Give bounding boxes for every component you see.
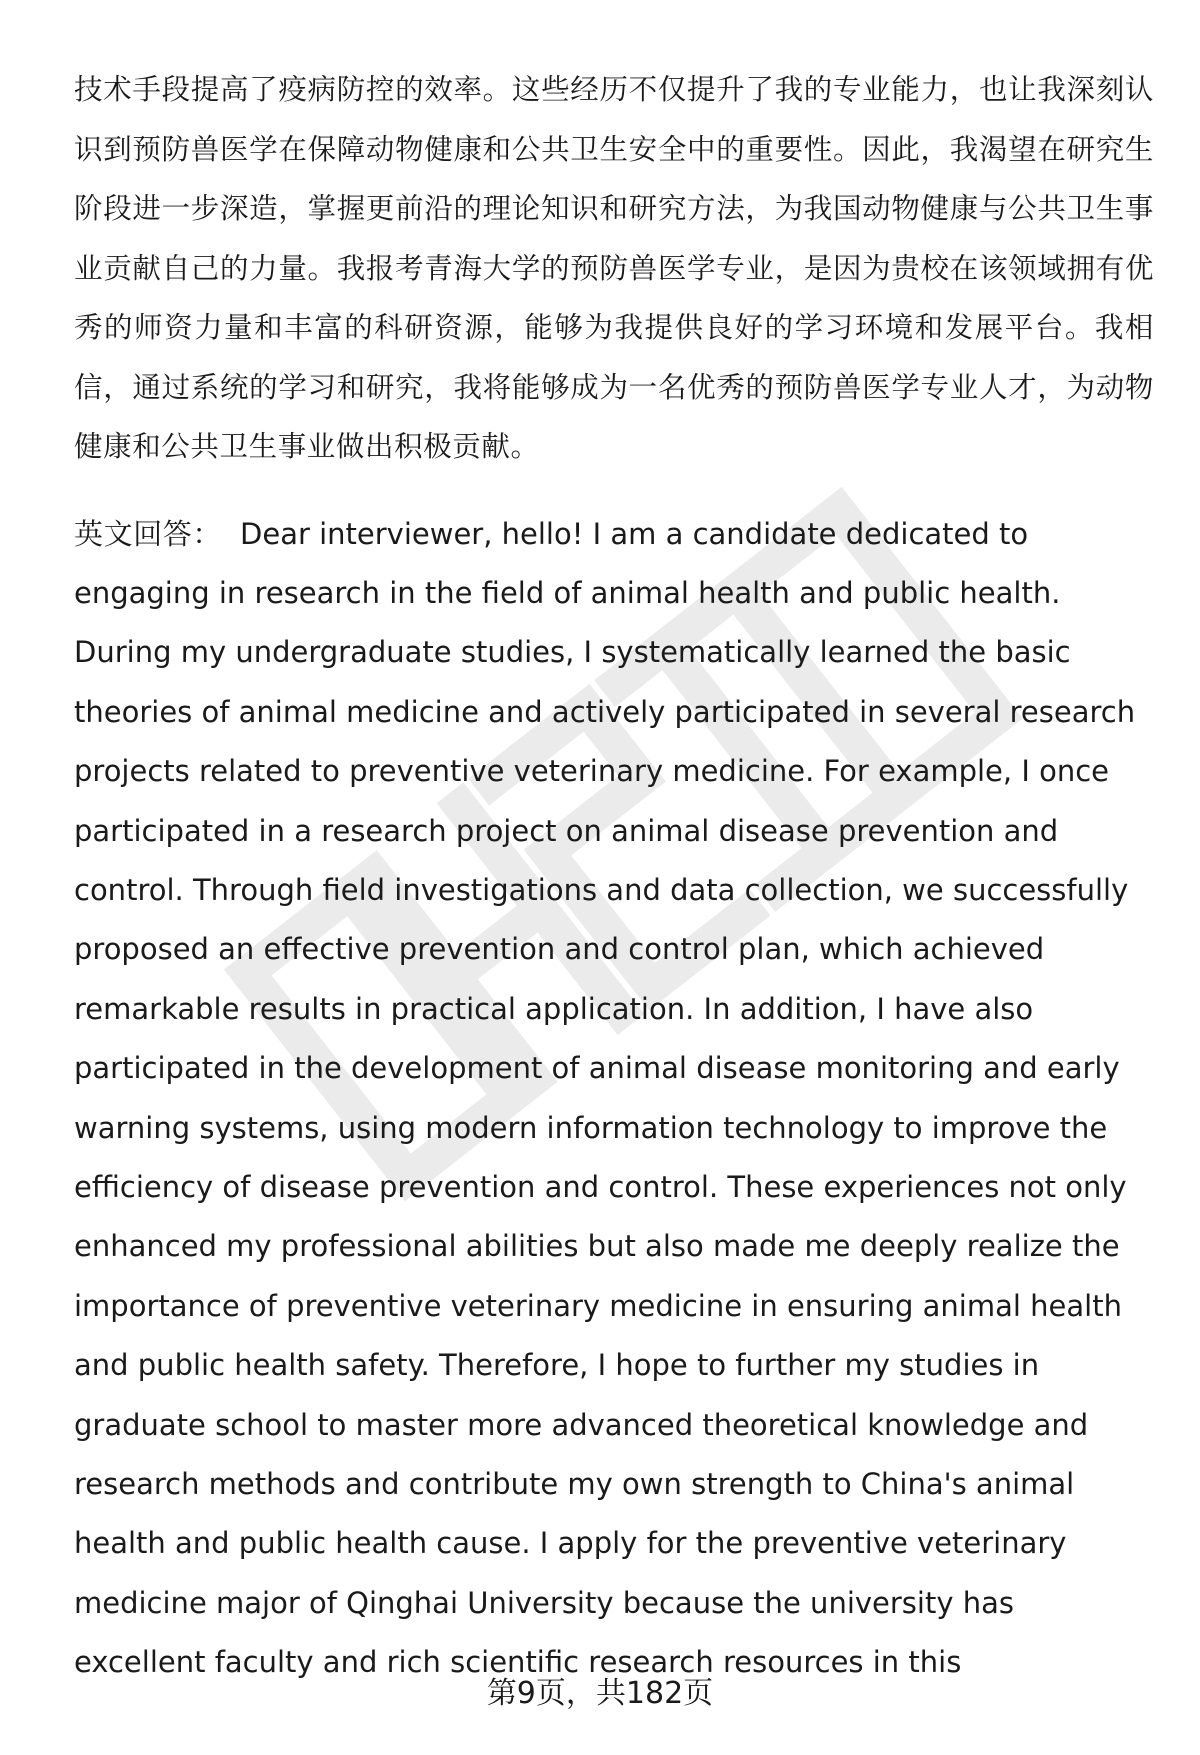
english-answer-paragraph xyxy=(74,505,1154,1693)
english-answer-text: Dear interviewer, hello! I am a candidate dedicated to engaging in research in the field of animal health and public health. During my undergraduate studies, I systematically learned the basic theories of animal medicine and actively participated in several research projects related to preventive veterinary medicine. For example, I once participated in a research project on animal disease prevention and control. Through field investigations and data collection, we successfully proposed an effective prevention and control plan, which achieved remarkable results in practical application. In addition, I have also participated in the development of animal disease monitoring and early warning systems, using modern information technology to improve the efficiency of disease prevention and control. These experiences not only enhanced my professional abilities but also made me deeply realize the importance of preventive veterinary medicine in ensuring animal health and public health safety. Therefore, I hope to further my studies in graduate school to master more advanced theoretical knowledge and research methods and contribute my own strength to China's animal health and public health cause. I apply for the preventive veterinary medicine major of Qinghai University because the university has excellent faculty and rich scientific research resources in this xyxy=(74,516,1136,1680)
chinese-answer-paragraph: 技术手段提高了疫病防控的效率。这些经历不仅提升了我的专业能力，也让我深刻认识到预防兽医学在保障动物健康和公共卫生安全中的重要性。因此，我渴望在研究生阶段进一步深造，掌握更前沿的理论知识和研究方法，为我国动物健康与公共卫生事业贡献自己的力量。我报考青海大学的预防兽医学专业，是因为贵校在该领域拥有优秀的师资力量和丰富的科研资源，能够为我提供良好的学习环境和发展平台。我相信，通过系统的学习和研究，我将能够成为一名优秀的预防兽医学专业人才，为动物健康和公共卫生事业做出积极贡献。 xyxy=(74,73,1154,463)
page-content xyxy=(74,60,1154,1693)
page-number-footer: 第9页，共182页 xyxy=(486,1676,714,1711)
english-answer-label: 英文回答： xyxy=(74,516,223,551)
